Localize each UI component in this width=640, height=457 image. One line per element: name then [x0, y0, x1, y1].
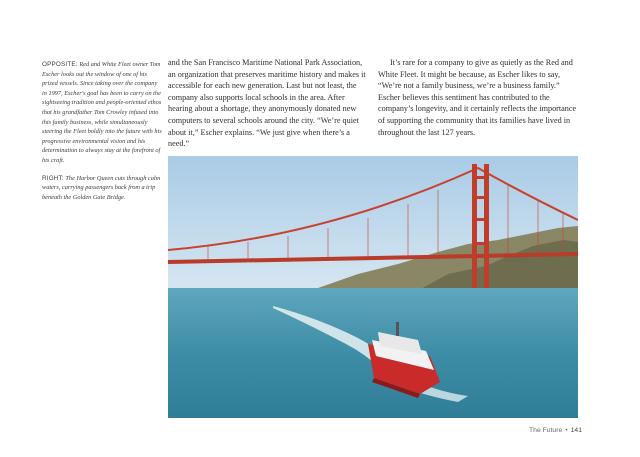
caption-right	[42, 174, 162, 203]
photo-illustration	[168, 156, 578, 418]
caption-right-label: RIGHT:	[42, 174, 64, 182]
caption-opposite-text: Red and White Fleet owner Tom Escher looks out the window of one of his prized vessels. Since taking over the company in 1997, Escher's goal has been to carry on the sightseeing tradition and people-oriented ethos that his grandfather Tom Crowley infused into this family business, while simultaneously steering the Fleet boldly into the future with his progressive environmental vision and his determination to always stay at the forefront of his craft.	[42, 61, 162, 164]
golden-gate-ferry-photo	[168, 156, 578, 418]
caption-opposite	[42, 60, 162, 166]
body-paragraph-continued: and the San Francisco Maritime National Park Association, an organization that preserves maritime history and makes it accessible for each new generation. Last but not least, the company also supports local schools in the area. After hearing about a shortage, they anonymously donated new computers to several schools around the city. “We’re quiet about it,” Escher explains. “We just give when there’s a need.”	[168, 58, 366, 149]
footer-section: The Future	[529, 427, 563, 434]
sidebar-captions	[42, 60, 162, 210]
caption-opposite-label: OPPOSITE:	[42, 61, 78, 68]
body-column-left	[168, 57, 368, 150]
body-column-right	[378, 57, 583, 138]
caption-right-text: The Harbor Queen cuts through calm waters, carrying passengers back from a trip beneath the Golden Gate Bridge.	[42, 174, 161, 201]
body-paragraph: It’s rare for a company to give as quietly as the Red and White Fleet. It might be because, as Escher likes to say, “We’re not a family business, we’re a business family.” Escher believes this sentiment has contributed to the company’s longevity, and it certainly reflects the importance of supporting the community that its families have lived in throughout the last 127 years.	[378, 58, 577, 137]
footer-separator: •	[565, 427, 568, 434]
page-footer	[529, 427, 582, 434]
page-number: 141	[570, 427, 582, 434]
